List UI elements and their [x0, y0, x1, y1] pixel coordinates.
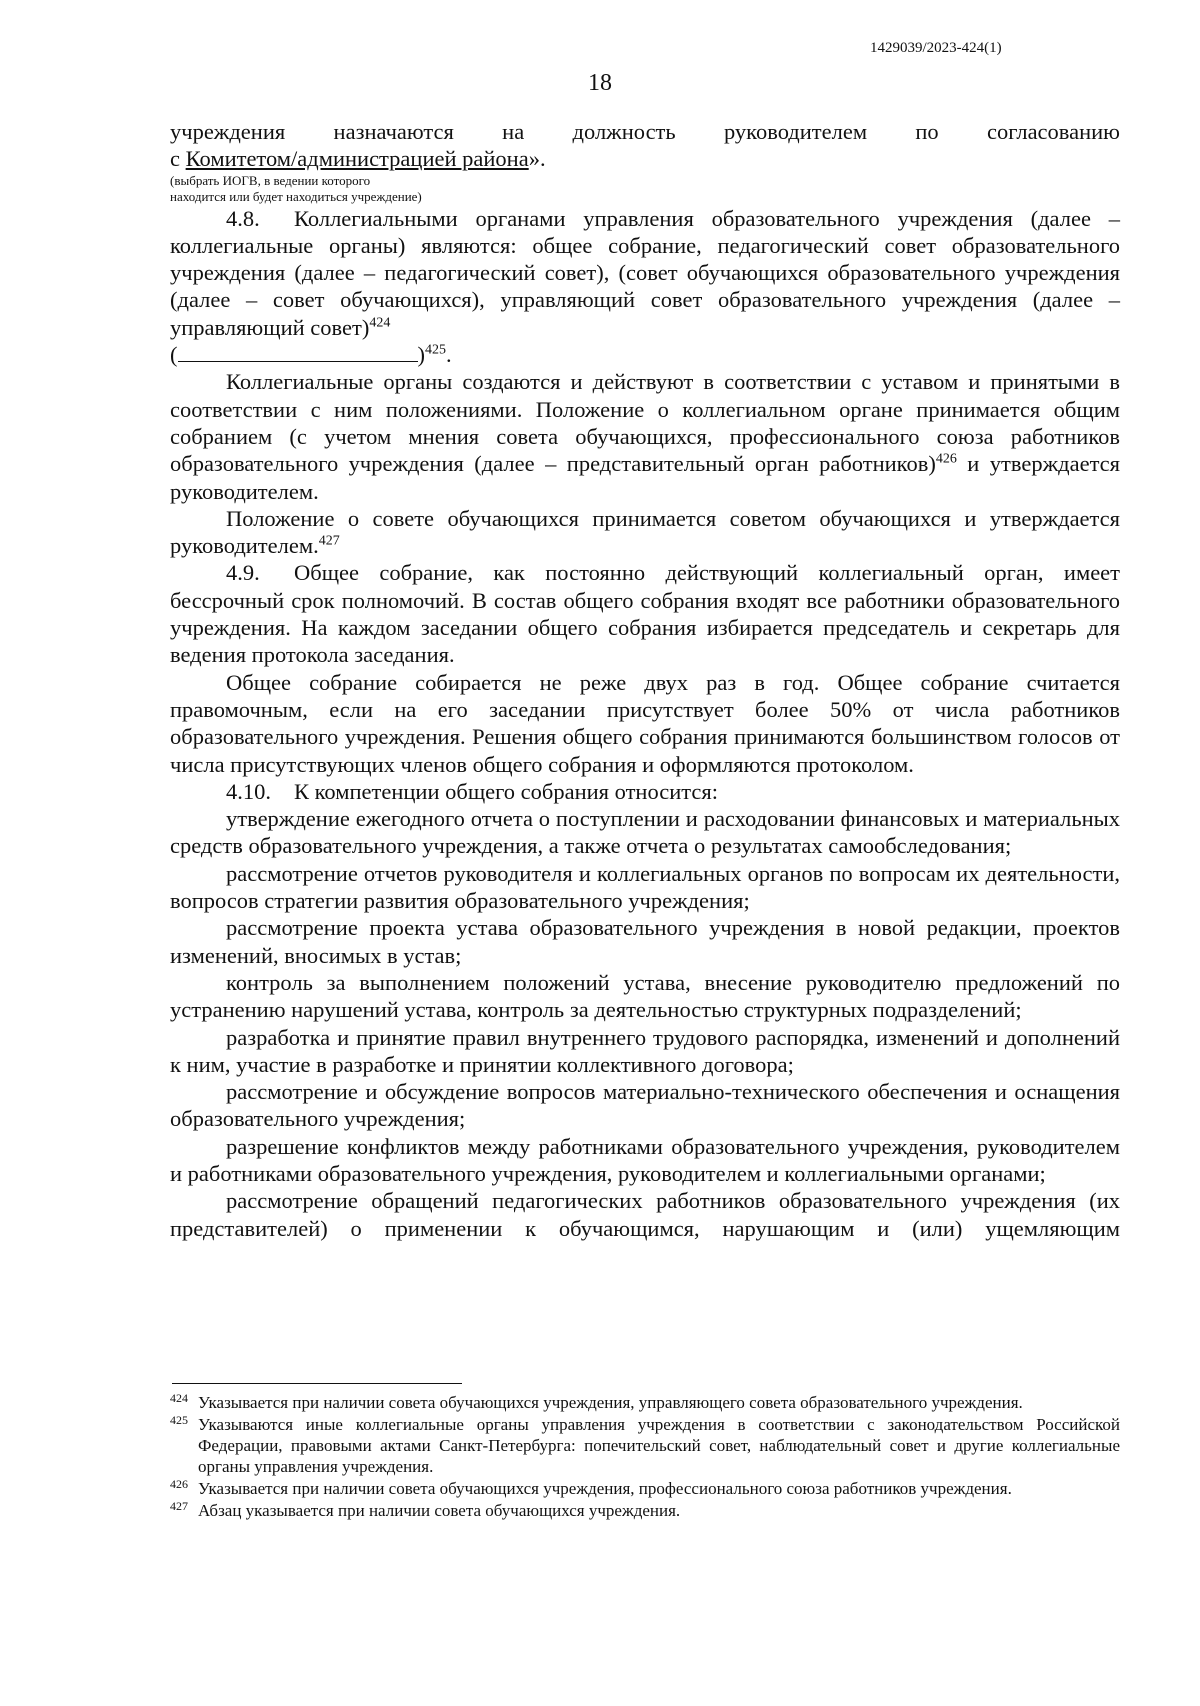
list-item: разрешение конфликтов между работниками образовательного учреждения, руководителем и работниками образовательного учреждения, руководителем и коллегиальными органами; — [170, 1133, 1120, 1186]
footnote-ref-424: 424 — [369, 315, 391, 331]
footnote-ref-425: 425 — [425, 342, 446, 358]
list-item: утверждение ежегодного отчета о поступлении и расходовании финансовых и материальных средств образовательного учреждения, а также отчета о результатах самообследования; — [170, 806, 1120, 859]
clause-4-8: 4.8. Коллегиальными органами управления образовательного учреждения (далее – коллегиальные органы) являются: общее собрание, педагогический совет образовательного учреждения (далее – педагогический совет), (совет обучающихся образовательного учреждения (далее – совет обучающихся), управляющий совет образовательного учреждения (далее – управляющий совет)$^{424}$ ( )$^{425}$. — [170, 205, 1120, 368]
list-item: разработка и принятие правил внутреннего трудового распорядка, изменений и дополнений к ним, участие в разработке и принятии коллективного договора; — [170, 1024, 1120, 1077]
footnote-number: 427 — [170, 1499, 188, 1513]
paragraph-continuation-line: учреждения назначаются на должность руководителем по согласованию — [170, 119, 1120, 144]
clause-number: 4.10. — [226, 778, 271, 804]
footnote-separator — [172, 1383, 462, 1384]
document-number: 1429039/2023-424(1) — [870, 40, 1002, 56]
footnote-ref-427: 427 — [318, 533, 340, 549]
clause-number: 4.8. — [226, 205, 260, 231]
list-item: рассмотрение отчетов руководителя и коллегиальных органов по вопросам их деятельности, вопросов стратегии развития образовательного учреждения; — [170, 860, 1120, 914]
bracket-note: (выбрать ИОГВ, в ведении которого находится или будет находиться учреждение) — [170, 172, 422, 204]
footnotes — [170, 1392, 1120, 1522]
footnote-ref-426: 426 — [935, 451, 957, 467]
list-item: рассмотрение проекта устава образовательного учреждения в новой редакции, проектов изменений, вносимых в устав; — [170, 915, 1120, 968]
fill-in-blank — [178, 343, 418, 362]
paragraph-continuation-end: с Комитетом/администрацией района». — [170, 146, 546, 172]
clause-number: 4.9. — [226, 560, 260, 586]
footnote: 425 Указываются иные коллегиальные органы управления учреждения в соответствии с законодательством Российской Федерации, правовыми актами Санкт-Петербурга: попечительский совет, наблюдательный совет и другие коллегиальные органы управления учреждения. — [170, 1414, 1120, 1477]
footnote: 427 Абзац указывается при наличии совета обучающихся учреждения. — [170, 1500, 1120, 1521]
paragraph-general-meeting: Общее собрание собирается не реже двух раз в год. Общее собрание считается правомочным, если на его заседании присутствует более 50% от числа работников образовательного учреждения. Решения общего собрания принимаются большинством голосов от числа присутствующих членов общего собрания и оформляются протоколом. — [170, 669, 1120, 777]
footnote-number: 426 — [170, 1477, 188, 1491]
footnote-number: 425 — [170, 1413, 188, 1427]
footnote: 426 Указывается при наличии совета обучающихся учреждения, профессионального союза работников учреждения. — [170, 1478, 1120, 1499]
list-item: рассмотрение и обсуждение вопросов материально-технического обеспечения и оснащения образовательного учреждения; — [170, 1079, 1120, 1132]
list-item: рассмотрение обращений педагогических работников образовательного учреждения (их представителей) о применении к обучающимся, нарушающим и (или) ущемляющим — [170, 1188, 1120, 1241]
paragraph-collegial-bodies: Коллегиальные органы создаются и действуют в соответствии с уставом и принятыми в соответствии с ним положениями. Положение о коллегиальном органе принимается общим собранием (с учетом мнения совета обучающихся, профессионального союза работников образовательного учреждения (далее – представительный орган работников)$^{426}$ и утверждается руководителем. — [170, 369, 1121, 504]
footnote-number: 424 — [170, 1391, 188, 1405]
document-body — [170, 118, 1120, 1242]
paragraph-student-council: Положение о совете обучающихся принимается советом обучающихся и утверждается руководителем.$^{427}$ — [170, 505, 1120, 559]
footnote: 424 Указывается при наличии совета обучающихся учреждения, управляющего совета образовательного учреждения. — [170, 1392, 1120, 1413]
list-item: контроль за выполнением положений устава, внесение руководителю предложений по устранению нарушений устава, контроль за деятельностью структурных подразделений; — [170, 969, 1120, 1023]
clause-4-9: 4.9. Общее собрание, как постоянно действующий коллегиальный орган, имеет бессрочный срок полномочий. В состав общего собрания входят все работники образовательного учреждения. На каждом заседании общего собрания избирается председатель и секретарь для ведения протокола заседания. — [170, 560, 1120, 668]
clause-4-10: 4.10. К компетенции общего собрания относится: — [226, 778, 719, 804]
underlined-authority: Комитетом/администрацией района — [185, 146, 529, 172]
page-number: 18 — [588, 70, 612, 96]
